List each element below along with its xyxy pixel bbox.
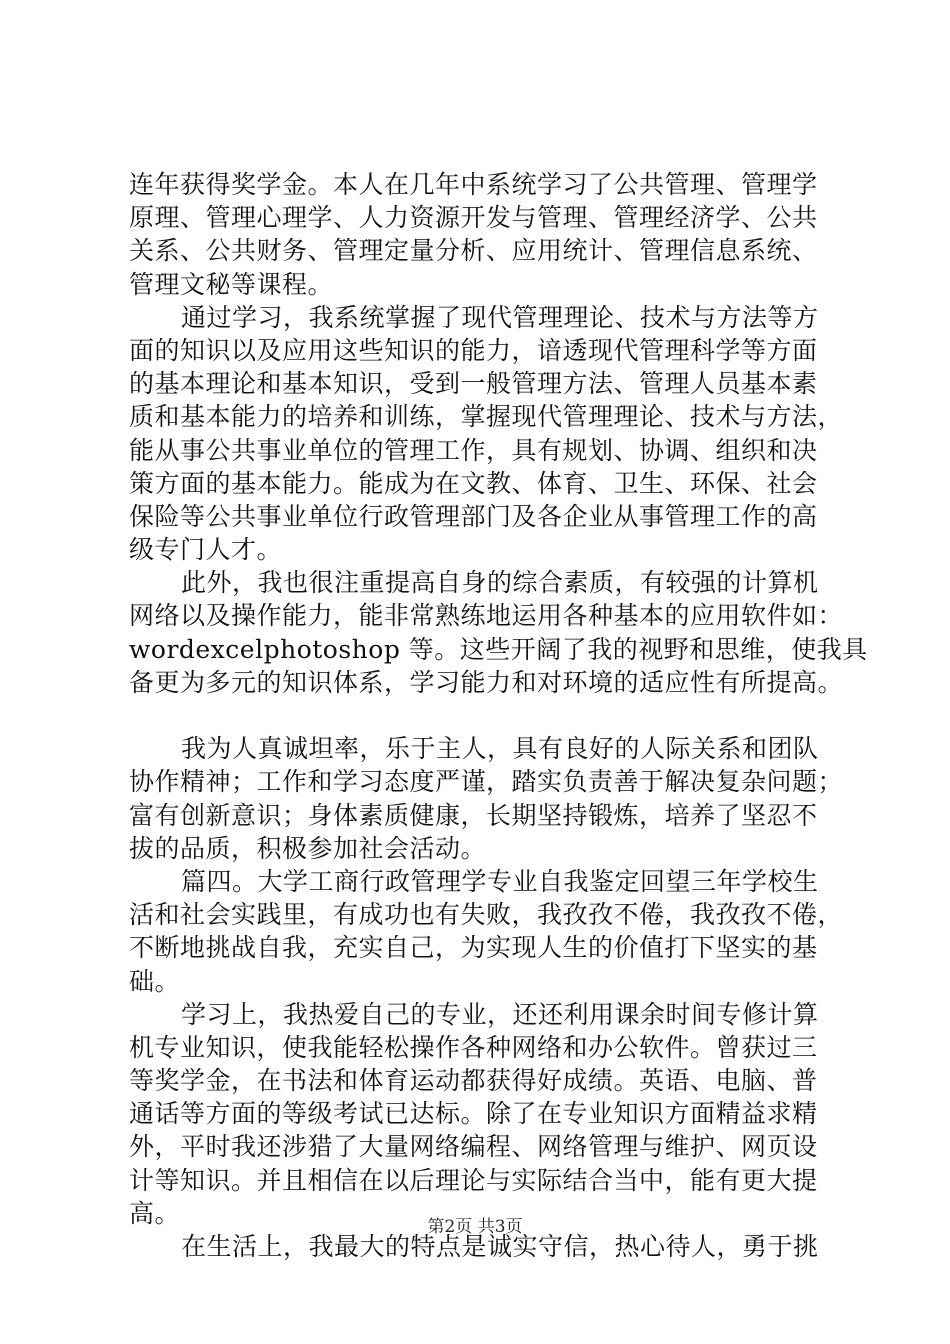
text-line: 础。 <box>129 966 181 996</box>
text-line: 等奖学金，在书法和体育运动都获得好成绩。英语、电脑、普 <box>129 1066 818 1096</box>
text-line: 机专业知识，使我能轻松操作各种网络和办公软件。曾获过三 <box>129 1032 818 1062</box>
document-body <box>129 168 868 1263</box>
text-line: 关系、公共财务、管理定量分析、应用统计、管理信息系统、 <box>129 236 818 266</box>
page-number-footer: 第2页 共3页 <box>427 1217 523 1237</box>
text-line: 计等知识。并且相信在以后理论与实际结合当中，能有更大提 <box>129 1165 818 1195</box>
text-line: 级专门人才。 <box>129 535 283 565</box>
text-line: 面的知识以及应用这些知识的能力，谙透现代管理科学等方面 <box>129 335 818 365</box>
text-line: 备更为多元的知识体系，学习能力和对环境的适应性有所提高。 <box>129 667 844 697</box>
text-line: 管理文秘等课程。 <box>129 269 334 299</box>
text-line: 高。 <box>129 1198 181 1228</box>
text-line: wordexcelphotoshop 等。这些开阔了我的视野和思维，使我具 <box>129 634 868 664</box>
text-line: 策方面的基本能力。能成为在文教、体育、卫生、环保、社会 <box>129 468 818 498</box>
paragraph-start-line: 学习上，我热爱自己的专业，还还利用课余时间专修计算 <box>181 999 819 1029</box>
paragraph-start-line: 此外，我也很注重提高自身的综合素质，有较强的计算机 <box>181 568 819 598</box>
text-line: 通话等方面的等级考试已达标。除了在专业知识方面精益求精 <box>129 1099 818 1129</box>
paragraph-start-line: 我为人真诚坦率，乐于主人，具有良好的人际关系和团队 <box>181 734 819 764</box>
text-line: 富有创新意识；身体素质健康，长期坚持锻炼，培养了坚忍不 <box>129 800 818 830</box>
text-line: 协作精神；工作和学习态度严谨，踏实负责善于解决复杂问题； <box>129 767 844 797</box>
paragraph-start-line: 篇四。大学工商行政管理学专业自我鉴定回望三年学校生 <box>181 866 819 896</box>
text-line: 原理、管理心理学、人力资源开发与管理、管理经济学、公共 <box>129 203 818 233</box>
paragraph-start-line: 在生活上，我最大的特点是诚实守信，热心待人，勇于挑 <box>181 1232 819 1261</box>
text-line: 外，平时我还涉猎了大量网络编程、网络管理与维护、网页设 <box>129 1132 818 1162</box>
paragraph-start-line: 通过学习，我系统掌握了现代管理理论、技术与方法等方 <box>181 302 819 332</box>
text-line: 保险等公共事业单位行政管理部门及各企业从事管理工作的高 <box>129 501 818 531</box>
blank-line <box>129 699 829 732</box>
text-line: 连年获得奖学金。本人在几年中系统学习了公共管理、管理学 <box>129 170 818 199</box>
text-line: 拔的品质，积极参加社会活动。 <box>129 833 487 863</box>
text-line: 质和基本能力的培养和训练，掌握现代管理理论、技术与方法， <box>129 402 844 432</box>
text-line: 网络以及操作能力，能非常熟练地运用各种基本的应用软件如： <box>129 601 844 631</box>
text-line: 的基本理论和基本知识，受到一般管理方法、管理人员基本素 <box>129 369 818 399</box>
text-line: 活和社会实践里，有成功也有失败，我孜孜不倦，我孜孜不倦， <box>129 900 844 930</box>
text-line: 不断地挑战自我，充实自己，为实现人生的价值打下坚实的基 <box>129 933 818 963</box>
text-line: 能从事公共事业单位的管理工作，具有规划、协调、组织和决 <box>129 435 818 465</box>
